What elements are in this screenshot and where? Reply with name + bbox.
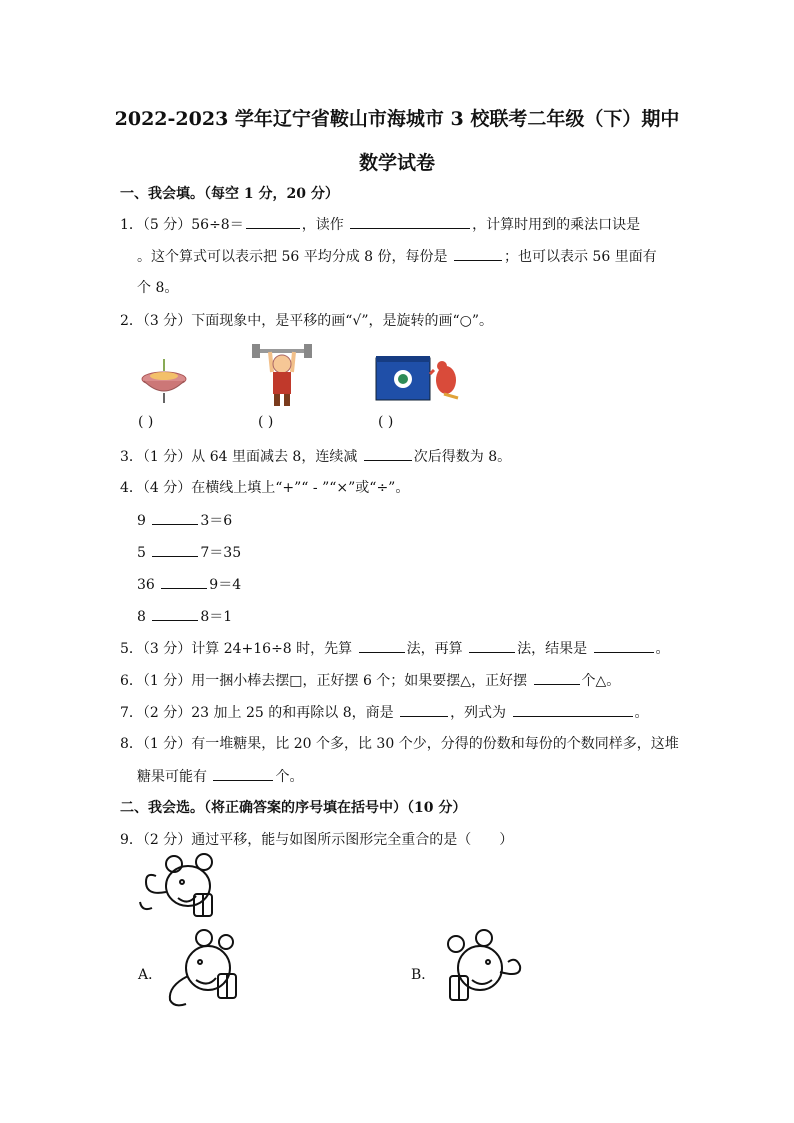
q4-row-left: 5 [137,545,146,561]
answer-blank[interactable] [513,702,633,717]
question-4-text: 4．（4 分）在横线上填上“+”“ - ”“×”或“÷”。 [120,480,410,496]
q4-row-2 [137,542,241,563]
q4-row-left: 8 [137,609,146,625]
question-8-line1: 8．（1 分）有一堆糖果，比 20 个多，比 30 个少，分得的份数和每份的个数同样多，这堆 [120,736,679,752]
section1-heading: 一、我会填。（每空 1 分，20 分） [120,186,339,202]
q5-text-b: 法，再算 [406,641,463,657]
q4-row-right: 7＝35 [200,545,242,561]
q5-text-a: 5．（3 分）计算 24+16÷8 时，先算 [120,641,353,657]
q4-row-right: 3＝6 [200,513,233,529]
answer-blank[interactable] [469,638,515,653]
q4-row-3 [137,574,241,595]
question-1-line1 [120,214,640,235]
q1-text-line2b: ；也可以表示 56 里面有 [503,249,657,265]
section2-heading: 二、我会选。（将正确答案的序号填在括号中）（10 分） [120,800,467,816]
q4-row-right: 8＝1 [200,609,233,625]
mouse-option-a-icon[interactable] [160,928,242,1010]
q4-row-left: 9 [137,513,146,529]
q1-text-b: ，读作 [301,217,344,233]
q6-text-a: 6．（1 分）用一捆小棒去摆□，正好摆 6 个；如果要摆△，正好摆 [120,673,528,689]
answer-blank[interactable] [534,670,580,685]
option-a-label[interactable]: A． [138,967,163,983]
q1-text-line2: 。这个算式可以表示把 56 平均分成 8 份，每份是 [137,249,448,265]
question-1-line2 [137,246,657,267]
q7-text-b: ，列式为 [450,705,507,721]
q4-row-4 [137,606,232,627]
q8-text-b: 个。 [275,769,304,785]
q4-row-right: 9＝4 [209,577,242,593]
answer-blank[interactable] [364,446,412,461]
exam-title-line2: 数学试卷 [358,152,435,174]
q1-text-a: 1．（5 分）56÷8＝ [120,217,244,233]
answer-paren-1[interactable]: ( ) [138,414,154,430]
q5-text-c: 法，结果是 [517,641,588,657]
mouse-figure-icon [138,852,220,922]
q8-text-a: 糖果可能有 [137,769,207,785]
question-3 [120,446,511,467]
question-7 [120,702,649,723]
q5-text-d: 。 [655,641,670,657]
question-2-text: 2．（3 分）下面现象中，是平移的画“√”，是旋转的画“○”。 [120,313,494,329]
operator-blank[interactable] [161,574,207,589]
question-1-line3: 个 8。 [137,280,179,296]
answer-blank[interactable] [359,638,405,653]
operator-blank[interactable] [152,606,198,621]
answer-blank[interactable] [400,702,448,717]
mouse-option-b-icon[interactable] [436,928,528,1010]
question-6 [120,670,620,691]
answer-blank[interactable] [350,214,470,229]
question-9-text: 9．（2 分）通过平移，能与如图所示图形完全重合的是（ ） [120,832,514,848]
q1-text-c: ，计算时用到的乘法口诀是 [472,217,641,233]
q4-row-1 [137,510,232,531]
answer-blank[interactable] [246,214,300,229]
q7-text-a: 7．（2 分）23 加上 25 的和再除以 8，商是 [120,705,394,721]
spinning-top-icon [138,357,190,407]
q4-row-left: 36 [137,577,155,593]
option-b-label[interactable]: B． [411,967,436,983]
operator-blank[interactable] [152,542,198,557]
answer-blank[interactable] [594,638,654,653]
answer-paren-2[interactable]: ( ) [258,414,274,430]
answer-blank[interactable] [213,766,273,781]
q3-text-a: 3．（1 分）从 64 里面减去 8，连续减 [120,449,358,465]
answer-paren-3[interactable]: ( ) [378,414,394,430]
answer-blank[interactable] [454,246,502,261]
q6-text-b: 个△。 [581,673,621,689]
recycle-bin-push-icon [374,354,464,402]
weightlifter-icon [250,340,314,410]
operator-blank[interactable] [152,510,198,525]
question-8-line2 [137,766,303,787]
q7-text-c: 。 [634,705,649,721]
question-5 [120,638,670,659]
q3-text-b: 次后得数为 8。 [413,449,512,465]
exam-title-line1: 2022-2023 学年辽宁省鞍山市海城市 3 校联考二年级（下）期中 [114,108,680,130]
